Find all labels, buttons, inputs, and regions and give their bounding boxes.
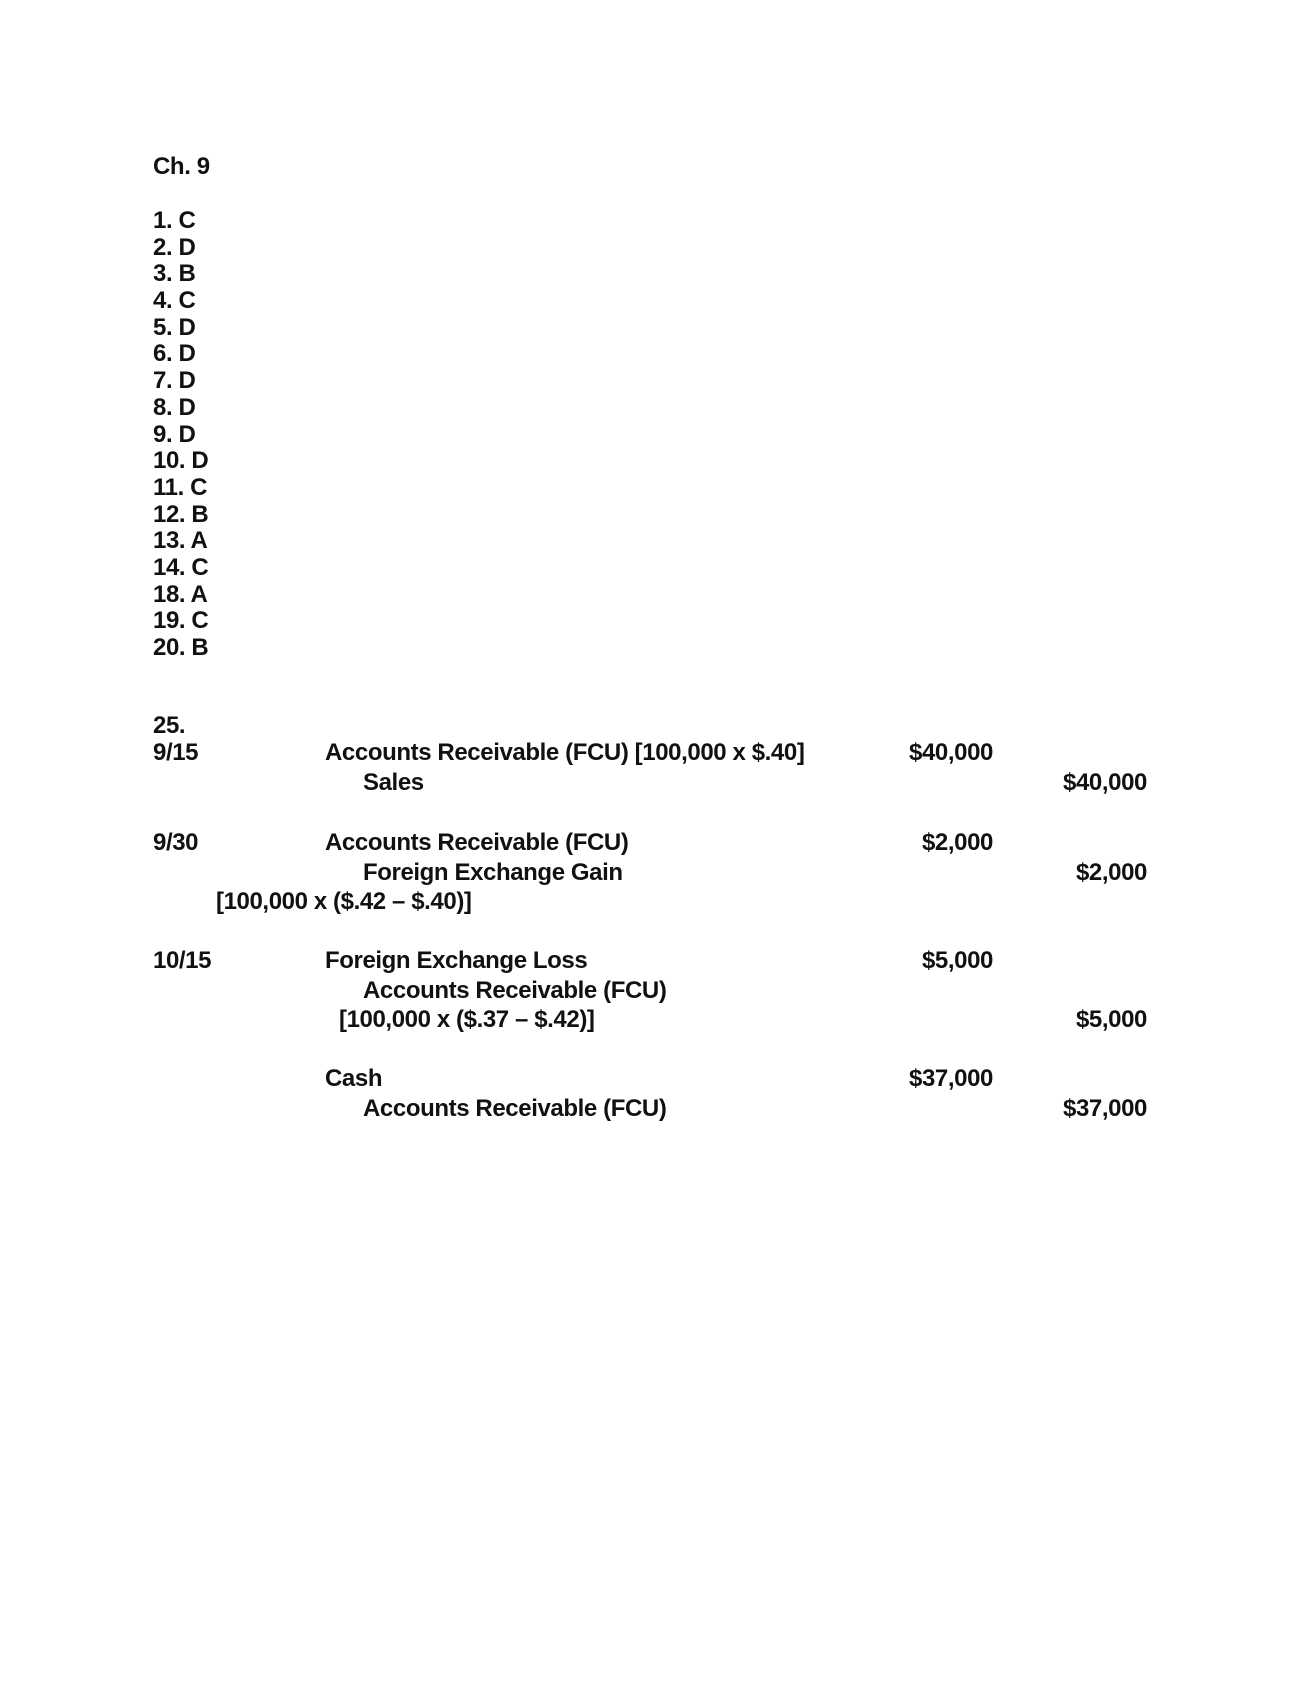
answer-item: 3. B: [153, 260, 196, 288]
debit-account: Foreign Exchange Loss: [325, 947, 588, 974]
answer-item: 4. C: [153, 287, 196, 315]
debit-amount: $40,000: [909, 739, 993, 766]
answer-list: [153, 208, 208, 662]
answer-item: 8. D: [153, 393, 196, 421]
credit-account: Accounts Receivable (FCU): [363, 1095, 667, 1122]
credit-account: Sales: [363, 769, 424, 796]
debit-amount: $2,000: [921, 829, 993, 856]
answer-item: 1. C: [153, 207, 196, 234]
debit-amount: $37,000: [909, 1065, 993, 1092]
answer-item: 10. D: [153, 447, 209, 475]
answer-item: 18. A: [153, 580, 208, 608]
debit-account: Cash: [325, 1065, 383, 1092]
debit-account: Accounts Receivable (FCU) [100,000 x $.40]: [325, 739, 805, 766]
answer-item: 6. D: [153, 340, 196, 368]
problem-number: 25.: [153, 712, 186, 739]
answer-item: 9. D: [153, 420, 196, 448]
answer-item: 11. C: [153, 473, 208, 501]
credit-amount: $37,000: [1063, 1095, 1147, 1122]
answer-item: 20. B: [153, 634, 209, 661]
answer-item: 19. C: [153, 607, 209, 635]
calculation-note: [100,000 x ($.37 – $.42)]: [339, 1006, 595, 1033]
debit-amount: $5,000: [921, 947, 993, 974]
credit-amount: $2,000: [1075, 859, 1147, 886]
entry-date: 9/30: [153, 829, 199, 856]
answer-item: 12. B: [153, 500, 209, 528]
answer-item: 13. A: [153, 527, 208, 555]
entry-date: 9/15: [153, 739, 199, 766]
credit-account: Accounts Receivable (FCU): [363, 977, 667, 1004]
answer-item: 7. D: [153, 367, 196, 395]
credit-amount: $5,000: [1075, 1006, 1147, 1033]
answer-item: 5. D: [153, 313, 196, 341]
answer-item: 14. C: [153, 553, 209, 581]
answer-item: 2. D: [153, 233, 196, 261]
entry-date: 10/15: [153, 947, 212, 974]
chapter-title: Ch. 9: [153, 153, 210, 180]
credit-amount: $40,000: [1063, 769, 1147, 796]
credit-account: Foreign Exchange Gain: [363, 859, 623, 886]
calculation-note: [100,000 x ($.42 – $.40)]: [216, 888, 472, 915]
debit-account: Accounts Receivable (FCU): [325, 829, 629, 856]
